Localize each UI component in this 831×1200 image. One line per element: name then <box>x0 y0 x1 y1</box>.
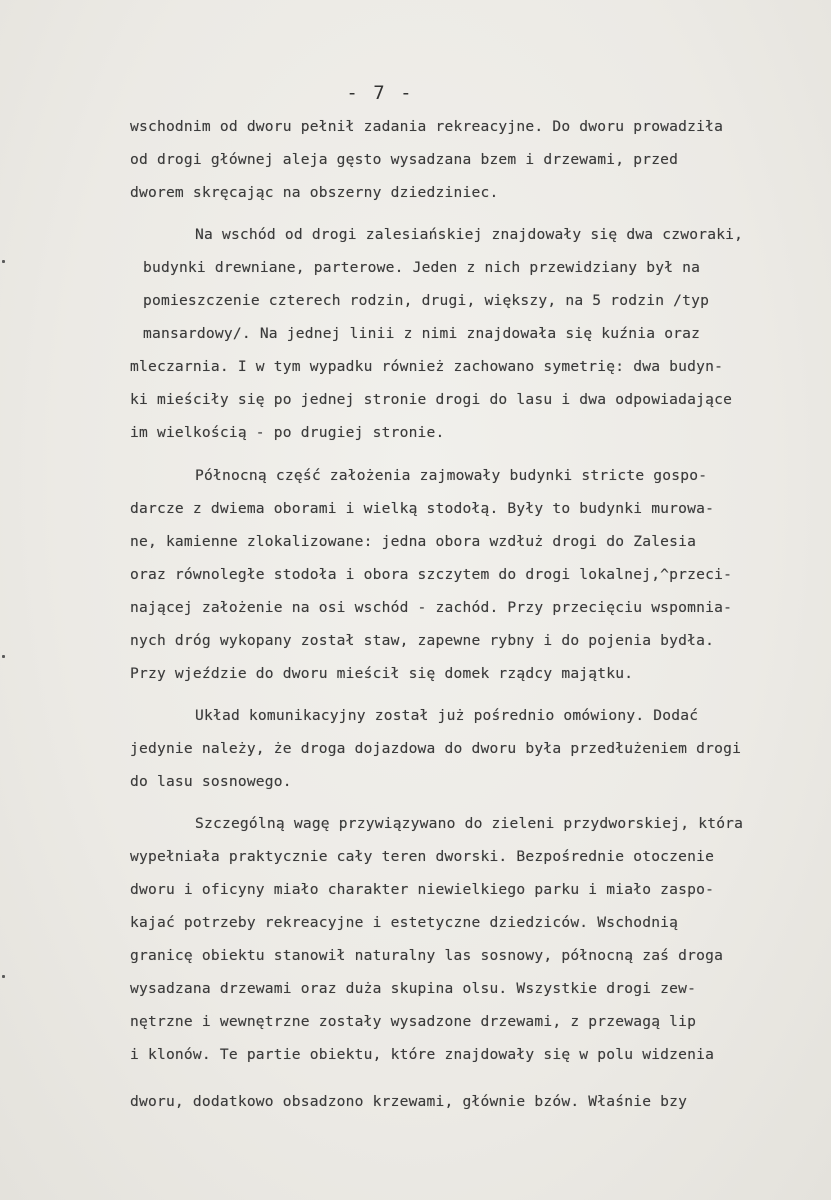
text-line: budynki drewniane, parterowe. Jeden z nich przewidziany był na <box>143 259 701 276</box>
text-line: darcze z dwiema oborami i wielką stodołą. Były to budynki murowa- <box>130 500 715 517</box>
text-line: dworu i oficyny miało charakter niewielkiego parku i miało zaspo- <box>130 881 715 898</box>
text-line: oraz równoległe stodoła i obora szczytem do drogi lokalnej,^przeci- <box>130 566 733 583</box>
text-line: mansardowy/. Na jednej linii z nimi znajdowała się kuźnia oraz <box>143 325 701 342</box>
text-line: od drogi głównej aleja gęsto wysadzana bzem i drzewami, przed <box>130 151 679 168</box>
text-line: granicę obiektu stanowił naturalny las sosnowy, północną zaś droga <box>130 947 724 964</box>
text-line: wypełniała praktycznie cały teren dworski. Bezpośrednie otoczenie <box>130 848 715 865</box>
text-line: nającej założenie na osi wschód - zachód. Przy przecięciu wspomnia- <box>130 599 733 616</box>
text-line: Północną część założenia zajmowały budynki stricte gospo- <box>195 467 708 484</box>
text-line: mleczarnia. I w tym wypadku również zachowano symetrię: dwa budyn- <box>130 358 724 375</box>
text-line: wysadzana drzewami oraz duża skupina olsu. Wszystkie drogi zew- <box>130 980 697 997</box>
text-line: ne, kamienne zlokalizowane: jedna obora wzdłuż drogi do Zalesia <box>130 533 697 550</box>
text-line: pomieszczenie czterech rodzin, drugi, większy, na 5 rodzin /typ <box>143 292 710 309</box>
margin-mark <box>2 975 5 978</box>
page-number: - 7 - <box>346 82 414 104</box>
text-line: dworu, dodatkowo obsadzono krzewami, głównie bzów. Właśnie bzy <box>130 1093 688 1110</box>
margin-mark <box>2 655 5 658</box>
text-line: im wielkością - po drugiej stronie. <box>130 424 445 441</box>
text-line: Układ komunikacyjny został już pośrednio omówiony. Dodać <box>195 707 699 724</box>
text-line: dworem skręcając na obszerny dziedziniec. <box>130 184 499 201</box>
text-line: jedynie należy, że droga dojazdowa do dworu była przedłużeniem drogi <box>130 740 742 757</box>
text-line: ki mieściły się po jednej stronie drogi do lasu i dwa odpowiadające <box>130 391 733 408</box>
text-line: kajać potrzeby rekreacyjne i estetyczne dziedziców. Wschodnią <box>130 914 679 931</box>
text-line: nych dróg wykopany został staw, zapewne rybny i do pojenia bydła. <box>130 632 715 649</box>
text-line: wschodnim od dworu pełnił zadania rekreacyjne. Do dworu prowadziła <box>130 118 724 135</box>
text-line: nętrzne i wewnętrzne zostały wysadzone drzewami, z przewagą lip <box>130 1013 697 1030</box>
text-line: Przy wjeździe do dworu mieścił się domek rządcy majątku. <box>130 665 634 682</box>
margin-mark <box>2 260 5 263</box>
text-line: Szczególną wagę przywiązywano do zieleni przydworskiej, która <box>195 815 744 832</box>
text-line: Na wschód od drogi zalesiańskiej znajdowały się dwa czworaki, <box>195 226 744 243</box>
text-line: do lasu sosnowego. <box>130 773 292 790</box>
text-line: i klonów. Te partie obiektu, które znajdowały się w polu widzenia <box>130 1046 715 1063</box>
